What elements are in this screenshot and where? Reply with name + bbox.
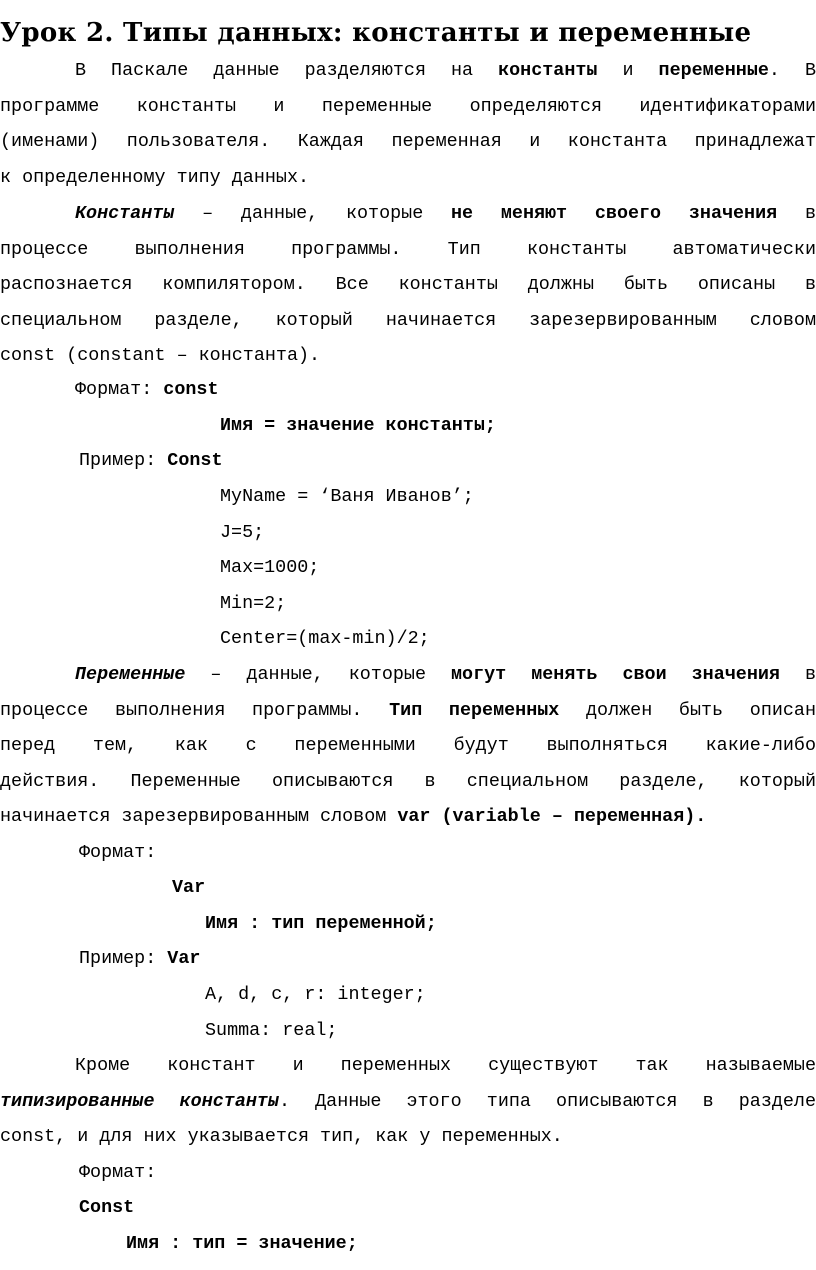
text-run: начинается зарезервированным словом bbox=[0, 806, 398, 827]
text-run: в bbox=[779, 664, 816, 685]
text-line: программе константы и переменные определяются идентификаторами bbox=[0, 95, 816, 117]
text-line bbox=[0, 53, 816, 89]
typed-format-label: Формат: bbox=[79, 1162, 157, 1183]
emphasis-text: Тип переменных bbox=[389, 699, 560, 721]
example-label: Пример: bbox=[79, 948, 168, 969]
const-format-line bbox=[75, 372, 218, 407]
var-format-body bbox=[205, 906, 437, 941]
text-line: специальном разделе, который начинается зарезервированным словом bbox=[0, 309, 816, 331]
constants-paragraph bbox=[0, 196, 816, 374]
code-line: Имя : тип переменной; bbox=[205, 913, 437, 934]
text-line bbox=[0, 693, 816, 729]
text-line bbox=[0, 1084, 816, 1120]
example-label: Пример: bbox=[79, 450, 168, 471]
variables-paragraph bbox=[0, 657, 816, 835]
text-line: (именами) пользователя. Каждая переменная и константа принадлежат bbox=[0, 131, 816, 152]
text-run: и bbox=[597, 60, 659, 81]
const-format-body bbox=[220, 408, 496, 443]
code-line: Имя = значение константы; bbox=[220, 415, 496, 436]
emphasis-text: не меняют своего значения bbox=[451, 203, 778, 224]
text-line: const, и для них указывается тип, как у переменных. bbox=[0, 1126, 563, 1147]
code-line: Имя : тип = значение; bbox=[126, 1233, 358, 1254]
term-constants: константы bbox=[498, 60, 598, 81]
term-variables-heading: Переменные bbox=[75, 664, 186, 685]
text-run: . Данные этого типа описываются в разделе bbox=[278, 1090, 816, 1112]
text-line: к определенному типу данных. bbox=[0, 166, 310, 188]
code-line: MyName = ‘Ваня Иванов’; bbox=[220, 486, 474, 507]
code-keyword: Var bbox=[172, 877, 206, 898]
code-line: Summa: real; bbox=[205, 1020, 338, 1041]
text-run: в bbox=[777, 203, 816, 224]
term-typed-constants: типизированные константы bbox=[0, 1090, 279, 1112]
text-run: . bbox=[695, 806, 707, 827]
text-line: Кроме констант и переменных существуют так называемые bbox=[75, 1055, 816, 1076]
code-line: Max=1000; bbox=[220, 557, 320, 578]
text-line bbox=[0, 657, 816, 693]
var-format-keyword bbox=[172, 870, 205, 905]
term-constants-heading: Константы bbox=[75, 203, 175, 224]
text-run: процессе выполнения программы. bbox=[0, 699, 390, 721]
code-keyword: Const bbox=[79, 1197, 135, 1218]
term-variables: переменные bbox=[658, 60, 769, 81]
typed-constants-paragraph bbox=[0, 1048, 816, 1155]
const-example-line bbox=[79, 443, 222, 478]
text-line bbox=[0, 799, 816, 835]
text-run: . В bbox=[768, 60, 816, 81]
typed-format-keyword bbox=[79, 1190, 134, 1225]
text-run: – данные, которые bbox=[185, 664, 452, 685]
emphasis-text: могут менять свои значения bbox=[451, 664, 780, 685]
text-line: распознается компилятором. Все константы должны быть описаны в bbox=[0, 274, 816, 295]
code-keyword: Const bbox=[167, 450, 223, 471]
typed-format-body bbox=[126, 1226, 358, 1261]
text-line: действия. Переменные описываются в специальном разделе, который bbox=[0, 770, 816, 792]
code-line: Center=(max-min)/2; bbox=[220, 628, 430, 649]
var-format-label: Формат: bbox=[79, 842, 157, 863]
var-example-line bbox=[79, 941, 200, 976]
code-keyword: const bbox=[163, 379, 219, 400]
code-keyword: var (variable – переменная) bbox=[397, 806, 696, 827]
code-line: A, d, c, r: integer; bbox=[205, 984, 426, 1005]
text-line: процессе выполнения программы. Тип константы автоматически bbox=[0, 238, 816, 260]
text-run: В Паскале данные разделяются на bbox=[75, 60, 499, 81]
code-line: Min=2; bbox=[220, 593, 287, 614]
text-run: должен быть описан bbox=[559, 699, 816, 721]
lesson-title: Урок 2. Типы данных: константы и переменные bbox=[0, 18, 752, 48]
text-line bbox=[0, 196, 816, 232]
text-line: перед тем, как с переменными будут выполняться какие-либо bbox=[0, 735, 816, 756]
format-label: Формат: bbox=[75, 379, 164, 400]
code-keyword: Var bbox=[167, 948, 201, 969]
intro-paragraph bbox=[0, 53, 816, 195]
text-line: const (constant – константа). bbox=[0, 345, 321, 366]
text-run: – данные, которые bbox=[174, 203, 452, 224]
code-line: J=5; bbox=[220, 522, 265, 543]
